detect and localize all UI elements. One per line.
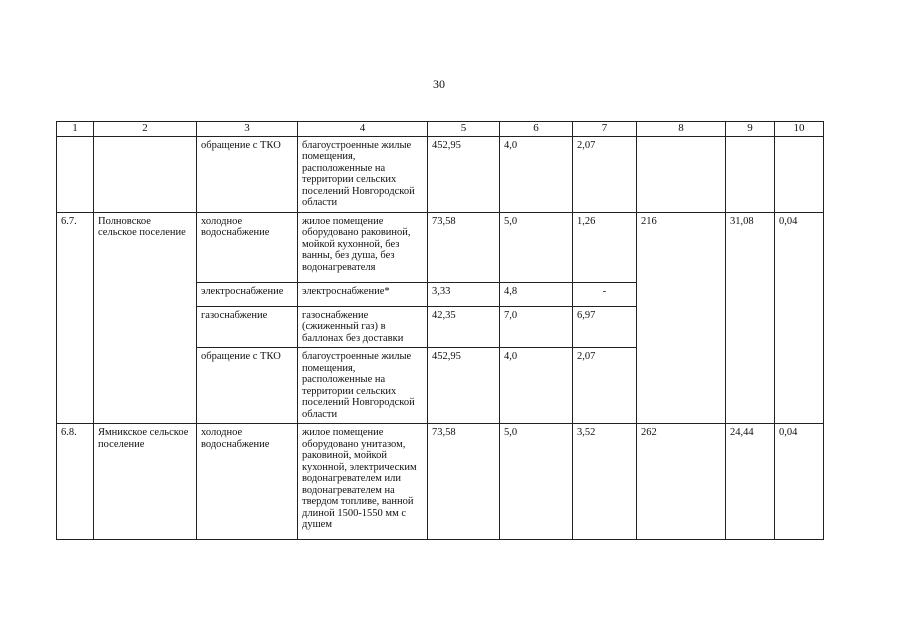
value-cell: 4,0 <box>500 136 573 212</box>
service-cell: газоснабжение <box>197 306 298 348</box>
service-cell: электроснабжение <box>197 282 298 306</box>
description-cell: жилое помещение оборудовано унитазом, раковиной, мойкой кухонной, электрическим водонагревателем или водонагревателем на твердом топливе, ванной длиной 1500-1550 мм с душем <box>298 424 428 540</box>
row-number-cell: 6.8. <box>57 424 94 540</box>
value-cell: 5,0 <box>500 424 573 540</box>
table-row <box>57 212 824 282</box>
description-cell: жилое помещение оборудовано раковиной, мойкой кухонной, без ванны, без душа, без водонагревателя <box>298 212 428 282</box>
row-number-cell <box>57 136 94 212</box>
service-cell: холодное водоснабжение <box>197 424 298 540</box>
description-cell: газоснабжение (сжиженный газ) в баллонах без доставки <box>298 306 428 348</box>
value-cell: 31,08 <box>726 212 775 424</box>
value-cell: 452,95 <box>428 136 500 212</box>
settlement-cell <box>94 136 197 212</box>
table-row <box>57 136 824 212</box>
column-header: 1 <box>57 122 94 137</box>
value-cell: 4,8 <box>500 282 573 306</box>
value-cell: 452,95 <box>428 348 500 424</box>
value-cell: 3,33 <box>428 282 500 306</box>
column-header: 5 <box>428 122 500 137</box>
table-body <box>57 122 824 540</box>
value-cell: 24,44 <box>726 424 775 540</box>
service-cell: обращение с ТКО <box>197 136 298 212</box>
value-cell: 262 <box>637 424 726 540</box>
value-cell: 42,35 <box>428 306 500 348</box>
column-header: 8 <box>637 122 726 137</box>
column-header: 2 <box>94 122 197 137</box>
description-cell: благоустроенные жилые помещения, расположенные на территории сельских поселений Новгородской области <box>298 136 428 212</box>
column-header: 6 <box>500 122 573 137</box>
header-row <box>57 122 824 137</box>
settlement-cell: Ямникское сельское поселение <box>94 424 197 540</box>
value-cell: 7,0 <box>500 306 573 348</box>
description-cell: электроснабжение* <box>298 282 428 306</box>
value-cell: 3,52 <box>573 424 637 540</box>
value-cell: 73,58 <box>428 424 500 540</box>
settlement-cell: Полновское сельское поселение <box>94 212 197 424</box>
description-cell: благоустроенные жилые помещения, расположенные на территории сельских поселений Новгородской области <box>298 348 428 424</box>
value-cell: 216 <box>637 212 726 424</box>
value-cell <box>726 136 775 212</box>
service-cell: холодное водоснабжение <box>197 212 298 282</box>
table-row <box>57 424 824 540</box>
value-cell: 0,04 <box>775 212 824 424</box>
row-number-cell: 6.7. <box>57 212 94 424</box>
value-cell <box>637 136 726 212</box>
column-header: 9 <box>726 122 775 137</box>
column-header: 4 <box>298 122 428 137</box>
value-cell: 1,26 <box>573 212 637 282</box>
column-header: 7 <box>573 122 637 137</box>
page-number: 30 <box>433 77 445 91</box>
tariff-table <box>56 121 824 540</box>
service-cell: обращение с ТКО <box>197 348 298 424</box>
column-header: 10 <box>775 122 824 137</box>
value-cell: 5,0 <box>500 212 573 282</box>
value-cell: - <box>573 282 637 306</box>
value-cell <box>775 136 824 212</box>
value-cell: 2,07 <box>573 136 637 212</box>
value-cell: 73,58 <box>428 212 500 282</box>
value-cell: 4,0 <box>500 348 573 424</box>
value-cell: 6,97 <box>573 306 637 348</box>
value-cell: 2,07 <box>573 348 637 424</box>
value-cell: 0,04 <box>775 424 824 540</box>
column-header: 3 <box>197 122 298 137</box>
